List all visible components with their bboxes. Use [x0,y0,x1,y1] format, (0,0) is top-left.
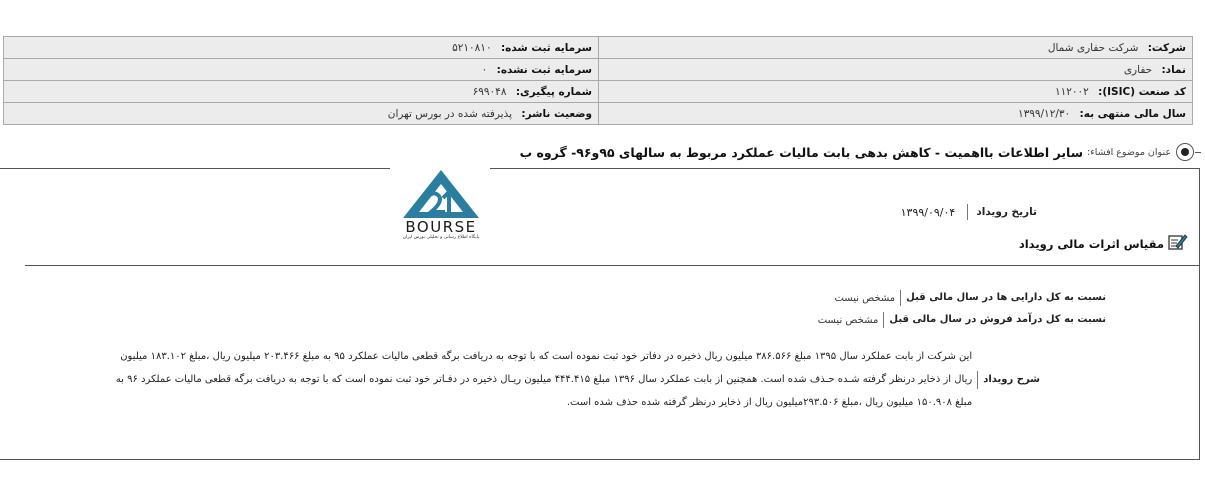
publisher-status-cell [4,103,599,125]
panel-top-border [490,168,1200,169]
edit-icon [1168,233,1188,255]
ratio-value: مشخص نیست [834,292,896,304]
fiscal-year-cell [599,103,1193,125]
subject-title: سایر اطلاعات بااهمیت - کاهش بدهی بابت مالیات عملکرد مربوط به سالهای ۹۵و۹۶- گروه ب [519,144,1084,160]
ratio-total-revenue [818,311,1106,329]
ratio-label: نسبت به کل دارایی ها در سال مالی قبل [900,290,1106,306]
event-date-label: تاریخ رویداد [967,204,1037,220]
publisher-status-label: وضعیت ناشر: [521,107,592,120]
panel-top-border-left [0,168,390,169]
symbol-label: نماد: [1161,63,1186,76]
bourse-logo-icon [393,168,489,220]
isic-code-value: ۱۱۲۰۰۲ [1054,85,1089,98]
unregistered-capital-label: سرمایه ثبت نشده: [496,63,592,76]
symbol-cell [599,59,1193,81]
info-row [4,37,1193,59]
tracking-number-value: ۶۹۹۰۴۸ [472,85,507,98]
registered-capital-cell [4,37,599,59]
company-name-value: شرکت حفاری شمال [1047,41,1139,54]
subject-label: عنوان موضوع افشاء: [1087,146,1171,158]
info-row [4,103,1193,125]
ratio-label: نسبت به کل درآمد فروش در سال مالی قبل [883,312,1106,328]
registered-capital-value: ۵۲۱۰۸۱۰ [452,41,492,54]
isic-code-label: کد صنعت (ISIC): [1098,85,1186,98]
disclosure-subject [520,142,1201,162]
registered-capital-label: سرمایه ثبت شده: [500,41,592,54]
company-info-table [3,36,1193,125]
fiscal-year-value: ۱۳۹۹/۱۲/۳۰ [1017,107,1071,120]
description-label: شرح رویداد [977,371,1040,389]
publisher-status-value: پذیرفته شده در بورس تهران [387,107,513,120]
company-name-cell [599,37,1193,59]
logo-subtitle: پایگاه اطلاع رسانی و تحلیلی بورس ایران [402,235,480,240]
ratio-total-assets [834,289,1106,307]
panel-bottom-border [0,459,1200,460]
isic-code-cell [599,81,1193,103]
unregistered-capital-cell [4,59,599,81]
unregistered-capital-value: ۰ [481,63,488,76]
tracking-number-cell [4,81,599,103]
subject-line-tick [1195,152,1201,153]
event-date-value: ۱۳۹۹/۰۹/۰۴ [900,205,956,219]
company-name-label: شرکت: [1147,41,1186,54]
tracking-number-label: شماره پیگیری: [515,85,592,98]
financial-effects-title [1019,233,1188,255]
panel-right-border [1199,168,1200,460]
fiscal-year-label: سال مالی منتهی به: [1079,107,1186,120]
description-text: این شرکت از بابت عملکرد سال ۱۳۹۵ مبلغ ۳۸۶.۵۶۶ میلیون ریال ذخیره در دفاتر خود ثبت نموده است که با توجه به دریافت برگه قطعی مالیات عملکرد ۹۵ به مبلغ ۲۰۳.۴۶۶ میلیون ریال ،مبلغ ۱۸۳.۱۰۲ میلیون ریال از ذخایر درنظر گرفته شـده حـذف شده است. همچنین از بابت عملکرد سال ۱۳۹۶ مبلغ ۴۴۴.۴۱۵ میلیون ریـال ذخیره در دفـاتر خود ثبت نموده است که با توجه به دریافت برگه قطعی مالیات عملکرد ۹۶ به مبلغ ۱۵۰.۹۰۸ میلیون ریال ،مبلغ ۲۹۳.۵۰۶میلیون ریال از ذخایر درنظر گرفته شده حذف شده است. [115,351,973,408]
radio-bullet-icon [1176,143,1194,161]
event-description [100,345,1040,414]
event-date [901,203,1037,221]
bourse-logo [393,168,489,250]
info-row [4,81,1193,103]
ratio-value: مشخص نیست [817,314,879,326]
symbol-value: حفاری [1123,63,1153,76]
info-row [4,59,1193,81]
logo-wordmark: BOURSE [405,218,477,236]
section-separator [25,265,1200,266]
section-title-text: مقیاس اثرات مالی رویداد [1018,237,1164,251]
